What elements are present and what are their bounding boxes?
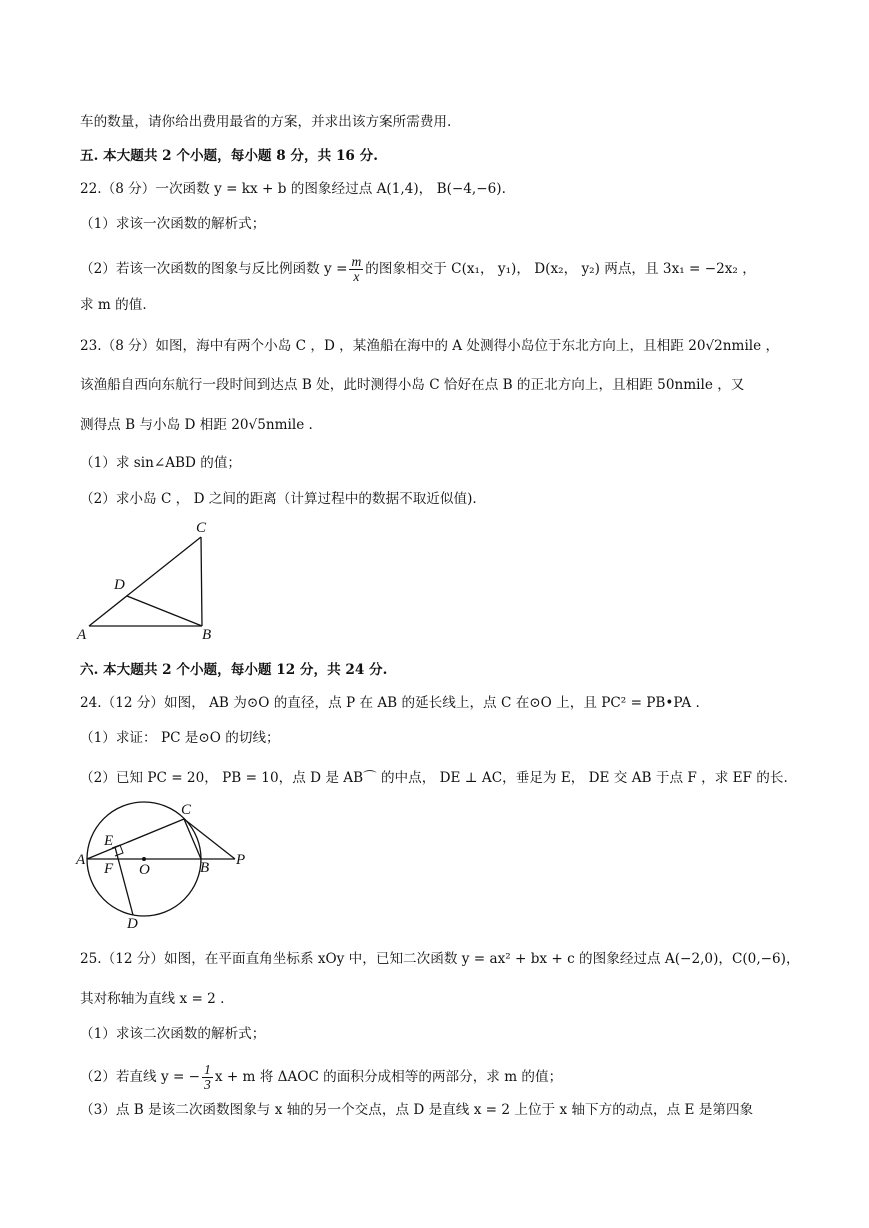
question-22-part-2 [80,255,756,284]
question-23-line-3: 测得点 B 与小岛 D 相距 20√5nmile . [80,417,313,433]
fraction-numerator: m [351,254,362,269]
section-heading: 六. 本大题共 2 个小题，每小题 12 分，共 24 分. [80,662,388,678]
fraction-numerator: 1 [204,1062,211,1077]
label-B: B [200,860,210,876]
question-23-part-2: （2）求小岛 C ， D 之间的距离（计算过程中的数据不取近似值). [80,491,477,507]
q25-text-b: x + m 将 ΔAOC 的面积分成相等的两部分，求 m 的值； [214,1069,563,1085]
segment-AC [87,819,184,859]
question-25: 25.（12 分）如图，在平面直角坐标系 xOy 中，已知二次函数 y = ax² + bx + c 的图象经过点 A(−2,0)，C(0,−6)， [80,951,800,967]
question-25-part-2 [80,1063,562,1092]
segment-ED [115,847,133,915]
label-D: D [127,916,138,932]
q22-text-a: （2）若该一次函数的图象与反比例函数 y = [80,261,348,277]
label-C: C [181,802,192,818]
q25-text-a: （2）若直线 y = − [80,1069,201,1085]
question-23-part-1: （1）求 sin∠ABD 的值； [80,455,242,471]
segment-CP [184,819,235,859]
question-23: 23.（8 分）如图，海中有两个小岛 C ，D ，某渔船在海中的 A 处测得小岛位于东北方向上，且相距 20√2nmile ， [80,338,780,354]
label-A: A [77,627,87,643]
section-heading: 五. 本大题共 2 个小题，每小题 8 分，共 16 分. [80,148,378,164]
question-22: 22.（8 分）一次函数 y = kx + b 的图象经过点 A(1,4)， B(−4,−6). [80,181,506,197]
figure-23-diagram [72,515,222,645]
fraction [349,255,363,284]
label-O: O [139,862,150,878]
label-B: B [202,627,212,643]
segment-AC [89,537,201,626]
label-P: P [236,852,246,868]
question-24-part-1: （1）求证： PC 是⊙O 的切线； [80,730,280,746]
center-point [142,857,146,861]
question-25-part-3: （3）点 B 是该二次函数图象与 x 轴的另一个交点，点 D 是直线 x = 2 上位于 x 轴下方的动点，点 E 是第四象 [80,1102,754,1118]
label-F: F [104,861,114,877]
text-line: 车的数量，请你给出费用最省的方案，并求出该方案所需费用. [80,114,452,130]
fraction-denominator: x [353,269,360,284]
question-24-part-2: （2）已知 PC = 20， PB = 10，点 D 是 AB⌒ 的中点， DE ⊥ AC，垂足为 E， DE 交 AB 于点 F ，求 EF 的长. [80,770,788,786]
question-22-part-1: （1）求该一次函数的解析式； [80,216,266,232]
label-D: D [114,577,125,593]
question-24: 24.（12 分）如图， AB 为⊙O 的直径，点 P 在 AB 的延长线上，点 C 在⊙O 上，且 PC² = PB•PA . [80,695,700,711]
question-25-line-2: 其对称轴为直线 x = 2 . [80,991,225,1007]
label-A: A [76,852,86,868]
question-25-part-1: （1）求该二次函数的解析式； [80,1026,266,1042]
label-E: E [104,833,114,849]
question-22-part-2-cont: 求 m 的值. [80,297,147,313]
question-23-line-2: 该渔船自西向东航行一段时间到达点 B 处，此时测得小岛 C 恰好在点 B 的正北方向上，且相距 50nmile ，又 [80,377,745,393]
figure-24-diagram [72,800,262,935]
segment-DB [127,596,202,626]
fraction [202,1063,213,1092]
q22-text-b: 的图象相交于 C(x₁， y₁)， D(x₂， y₂) 两点，且 3x₁ = −2x₂ ， [365,261,756,277]
fraction-denominator: 3 [204,1077,211,1092]
label-C: C [196,520,207,536]
segment-BC [201,537,202,626]
